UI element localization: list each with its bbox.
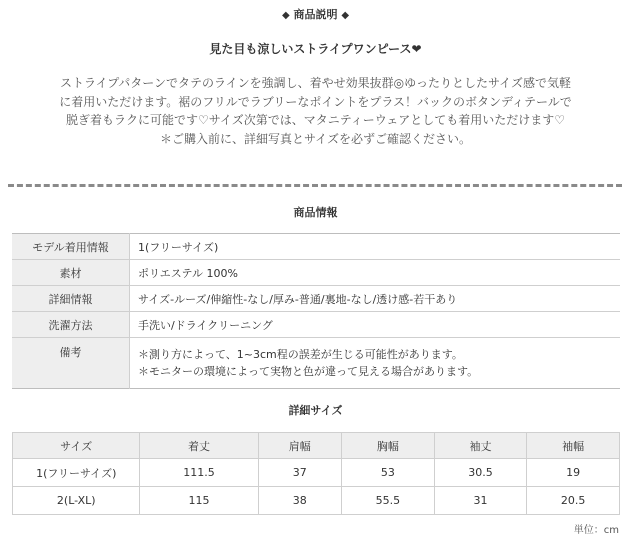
description-line: ストライプパターンでタテのラインを強調し、着やせ効果抜群◎ゆったりとしたサイズ感で気軽 (59, 76, 572, 90)
product-headline: 見た目も涼しいストライプワンピース❤ (209, 42, 422, 56)
table-row (13, 487, 620, 515)
product-info-table (12, 233, 620, 389)
size-table-title: 詳細サイズ (288, 404, 343, 417)
info-key: 詳細情報 (12, 286, 130, 312)
note-line: ＊モニターの環境によって実物と色が違って見える場合があります。 (138, 365, 479, 378)
info-value: 1(フリーサイズ) (130, 234, 621, 260)
section-title (0, 6, 631, 22)
column-header: 胸幅 (342, 433, 435, 459)
product-info-title: 商品情報 (293, 206, 338, 219)
info-key: 素材 (12, 260, 130, 286)
info-value: サイズ-ルーズ/伸縮性-なし/厚み-普通/裏地-なし/透け感-若干あり (130, 286, 621, 312)
section-title-text: 商品説明 (293, 8, 338, 21)
unit-label: 単位：cm (573, 525, 619, 536)
table-row (13, 459, 620, 487)
info-key: 洗濯方法 (12, 312, 130, 338)
note-line: ＊測り方によって、1~3cm程の誤差が生じる可能性があります。 (138, 348, 463, 361)
table-cell: 2(L-XL) (13, 487, 140, 515)
product-description (14, 74, 617, 148)
column-header: 袖幅 (527, 433, 620, 459)
info-value (130, 338, 621, 389)
table-cell: 1(フリーサイズ) (13, 459, 140, 487)
description-line: 脱ぎ着もラクに可能です♡サイズ次第では、マタニティーウェアとしても着用いただけます♡ (65, 113, 566, 127)
table-row (12, 286, 620, 312)
description-line: ＊ご購入前に、詳細写真とサイズを必ずご確認ください。 (159, 131, 472, 146)
info-value: ポリエステル 100% (130, 260, 621, 286)
table-cell: 111.5 (140, 459, 258, 487)
table-row (12, 234, 620, 260)
table-cell: 37 (258, 459, 342, 487)
diamond-icon: ◆ (281, 10, 290, 21)
table-cell: 31 (434, 487, 527, 515)
diamond-icon: ◆ (341, 10, 350, 21)
column-header: 肩幅 (258, 433, 342, 459)
size-table (12, 432, 620, 515)
table-cell: 30.5 (434, 459, 527, 487)
column-header: 袖丈 (434, 433, 527, 459)
table-row (12, 338, 620, 389)
dashed-divider (8, 184, 622, 187)
table-row (12, 312, 620, 338)
info-key: 備考 (12, 338, 130, 389)
info-value: 手洗い/ドライクリーニング (130, 312, 621, 338)
table-cell: 19 (527, 459, 620, 487)
table-row (12, 260, 620, 286)
table-cell: 38 (258, 487, 342, 515)
column-header: 着丈 (140, 433, 258, 459)
column-header: サイズ (13, 433, 140, 459)
table-cell: 115 (140, 487, 258, 515)
description-line: に着用いただけます。裾のフリルでラブリーなポイントをプラス！バックのボタンディテールで (59, 94, 572, 109)
table-cell: 53 (342, 459, 435, 487)
table-cell: 55.5 (342, 487, 435, 515)
table-cell: 20.5 (527, 487, 620, 515)
table-header-row (13, 433, 620, 459)
info-key: モデル着用情報 (12, 234, 130, 260)
